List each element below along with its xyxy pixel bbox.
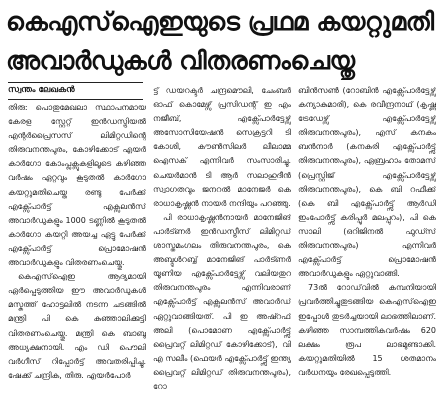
headline-line-2: അവാര്‍ഡുകള്‍ വിതരണംചെയ്തു <box>6 46 355 75</box>
column-1-paragraph: കെഎസ്ഐഇ ആദ്യമായി ഏര്‍പ്പെടുത്തിയ ഈ അവാര്‍ഡുകള്‍ മസ്കത്ത് ഹോട്ടലില്‍ നടന്ന ചടങ്ങില്‍ മന്ത്രി പി കെ കുഞ്ഞാലിക്കുട്ടി വിതരണംചെയ്തു. മന്ത്രി കെ ബാബു അധ്യക്ഷനായി. എം ഡി പൌലി വര്‍ഗീസ് റിപ്പോര്‍ട്ട് അവതരിപ്പിച്ചു. ഷേക്ക് ചന്ദ്രിക, തിരു. എയര്‍പോര്‍ <box>8 272 146 380</box>
column-3-paragraph: 73ല്‍ റോഡ്‌വില്‍ കമ്പനിയായി പ്രവര്‍ത്തിച്ചുതുടങ്ങിയ കെഎസ്ഐഇ ഇപ്പോള്‍ തുടര്‍ച്ചയായി ലാഭത്തിലാണ്. കഴിഞ്ഞ സാമ്പത്തികവര്‍ഷം 620 ലക്ഷം രൂപ ലാഭമുണ്ടാക്കി. കയറ്റുമതിയില്‍ 15 ശതമാനം വര്‍ധനയും രേഖപ്പെടുത്തി. <box>298 283 436 377</box>
article-column-3 <box>298 84 436 416</box>
article-column-1 <box>8 101 146 416</box>
byline-rule-top <box>8 82 143 83</box>
byline-rule-bottom <box>8 99 143 100</box>
article-column-2 <box>153 84 291 416</box>
article-headline <box>6 2 440 80</box>
column-2-paragraph: പി രാധാകൃഷ്ണന്‍നായര്‍ മാനേജിങ് പാര്‍ട്ണര്‍ ഇന്‍ഡസ്ട്രീസ് ലിമിറ്റഡ് ശാസ്തമംഗലം തിരുവനന്തപുരം, കെ അബ്ദുള്‍റബ്ബ് മാനേജിങ് പാര്‍ട്ണര്‍ യൂണിയ എക്സ്പോര്‍ട്ടേഴ്സ് വലിയതുറ തിരുവനന്തപുരം എന്നിവരാണ് എക്സ്പോര്‍ട്ട് എക്സലന്‍സ് അവാര്‍ഡ് ഏറ്റുവാങ്ങിയത്. പി ഇ അഷ്റഫ് അലി (പൊമോണ എക്സ്പോര്‍ട്ട്സ് പ്രൈവറ്റ് ലിമിറ്റഡ് കോഴിക്കോട്), വി എ സലീം (ഫെയര്‍ എക്സ്പോര്‍ട്ട്സ് ഇന്ത്യ പ്രൈവറ്റ് ലിമിറ്റഡ് തിരുവനന്തപുരം), റോ <box>153 212 291 391</box>
column-3-paragraph: ബിന്‍സണ്‍ (റോബിന്‍ എക്സ്പോര്‍ട്ടേഴ്സ് കന്യാകുമാരി), കെ രവീന്ദ്രനാഥ് (കൃഷ്ണ ട്രേഡേഴ്സ് എക്സ്പോര്‍ട്ടേഴ്സ് തിരുവനന്തപുരം), എസ് കനകം ബന്‍നാര്‍ (കനകുരി എക്സ്പോര്‍ട്ട്സ് തിരുവനന്തപുരം), ഏബ്രഹാം തോമസ് (പ്രെസ്റ്റിജ് എക്സ്പോര്‍ട്ടേഴ്സ് തിരുവനന്തപുരം), കെ ബി റഫീക്ക് (കെ ബി എക്സ്പോര്‍ട്ട്സ് ആര്‍ഡി ഇംപോര്‍ട്ട്സ് കരിപ്പൂര്‍ മലപ്പുറം), പി കെ സാലി (ഒറിജിനല്‍ ഫുഡ്സ് തിരുവനന്തപുരം) എന്നിവര്‍ എക്സ്പോര്‍ട്ട് പ്രൊമോഷന്‍ അവാര്‍ഡുകളും ഏറ്റുവാങ്ങി. <box>298 86 436 279</box>
column-1-paragraph: തിരു: പൊതുമേഖലാ സ്ഥാപനമായ കേരള സ്റ്റേറ്റ് ഇന്‍ഡസ്ട്രിയല്‍ എന്റര്‍പ്രൈസസ് ലിമിറ്റഡിന്റെ തിരുവനന്തപുരം, കോഴിക്കോട് എയര്‍ കാര്‍ഗോ കോംപ്ലക്സുകളിലൂടെ കഴിഞ്ഞ വര്‍ഷം ഏറ്റവും കൂടുതല്‍ കാര്‍ഗോ കയറ്റുമതിചെയ്ത രണ്ടു പേര്‍ക്ക് എക്സ്പോര്‍ട്ട് എക്സലന്‍സ് അവാര്‍ഡുകളും 1000 ടണ്ണില്‍ കൂടുതല്‍ കാര്‍ഗോ കയറ്റി അയച്ച ഏട്ടു പേര്‍ക്ക് എക്സ്പോര്‍ട്ട് പ്രൊമോഷന്‍ അവാര്‍ഡുകളും വിതരണംചെയ്തു. <box>8 103 146 268</box>
column-2-paragraph: ട്ട് ഡയറക്ടര്‍ ചന്ദ്രമൌലി, ചേംബര്‍ ഓഫ് കൊമേഴ്സ് പ്രസിഡന്റ് ഇ എം നജീബ്, എക്സ്പോര്‍ട്ടേഴ്സ് അസോസിയേഷന്‍ സെക്രട്ടറി ടി കോശി, കൗണ്‍സിലര്‍ ലീലാമ്മ ഐസക് എന്നിവര്‍ സംസാരിച്ചു. ചെയര്‍മാന്‍ ടി ആര്‍ സലാഹുദീന്‍ സ്വാഗതവും ജനറല്‍ മാനേജര്‍ കെ രാധാകൃഷ്ണന്‍ നായര്‍ നന്ദിയും പറഞ്ഞു. <box>153 86 291 208</box>
byline: സ്വന്തം ലേഖകന്‍ <box>8 85 75 95</box>
headline-line-1: കെഎസ്ഐഇയുടെ പ്രഥമ കയറ്റുമതി <box>6 7 434 36</box>
